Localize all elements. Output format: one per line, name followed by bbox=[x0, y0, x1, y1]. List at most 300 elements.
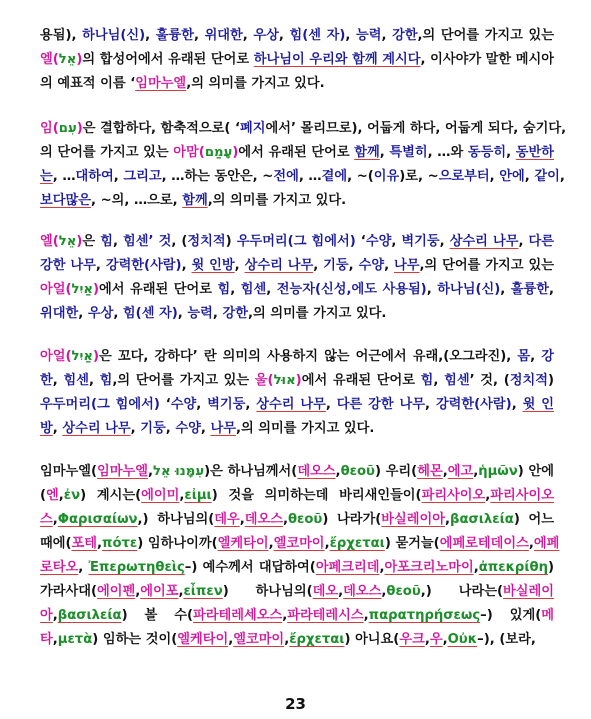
text-line bbox=[40, 72, 554, 96]
original-word: ἔρχεται bbox=[289, 632, 345, 647]
text-run: ) 묻거늘( bbox=[384, 536, 440, 551]
original-word: μετὰ bbox=[57, 632, 93, 647]
text-line bbox=[40, 165, 565, 189]
text-run: , bbox=[239, 512, 245, 527]
transliteration: 파리사이오 bbox=[490, 488, 554, 503]
text-run: , bbox=[130, 421, 141, 436]
text-run: , bbox=[88, 373, 100, 388]
meaning-term: 힘(센 자) bbox=[122, 306, 178, 321]
text-line bbox=[40, 628, 554, 652]
text-run: , bbox=[379, 145, 390, 160]
text-run: 에서 유래된 단어로 bbox=[238, 145, 355, 160]
meaning-term: 다른 강한 나무 bbox=[336, 397, 426, 412]
text-run: , bbox=[147, 464, 153, 479]
original-word: παρατηρήσεως bbox=[368, 608, 481, 623]
text-line bbox=[40, 117, 567, 141]
transliteration: 파라테레시스 bbox=[287, 608, 364, 623]
text-run: , bbox=[518, 234, 529, 249]
text-run: 가라사대( bbox=[40, 584, 97, 599]
text-run: ‘ bbox=[355, 234, 366, 249]
original-word: אַיִל bbox=[71, 282, 93, 297]
text-run: 은 bbox=[82, 234, 101, 249]
meaning-term: 이유 bbox=[373, 169, 400, 184]
text-run: 의 합성어에서 유래된 단어로 bbox=[82, 52, 254, 67]
meaning-term: 힘센’ 것 bbox=[123, 234, 172, 249]
text-run: , bbox=[500, 282, 511, 297]
text-line bbox=[40, 393, 554, 417]
meaning-term: 힘 bbox=[99, 373, 113, 388]
text-run: , bbox=[95, 258, 106, 273]
text-line bbox=[40, 278, 554, 302]
transliteration: 스 bbox=[40, 512, 53, 527]
text-run: ,의 단어를 가지고 있는 bbox=[419, 258, 554, 273]
meaning-term: 전능자(신성,에도 사용됨) bbox=[276, 282, 427, 297]
text-run: , 이사야가 말한 메시아 bbox=[420, 52, 554, 67]
text-run: , bbox=[442, 464, 448, 479]
text-run: ( bbox=[40, 488, 47, 503]
text-run: , bbox=[426, 282, 438, 297]
text-run: , bbox=[52, 373, 64, 388]
meaning-term: 강한 bbox=[222, 306, 248, 321]
text-run: , bbox=[381, 584, 387, 599]
meaning-term: 동반하 bbox=[515, 145, 554, 160]
text-run: , bbox=[530, 349, 542, 364]
text-run: 임마누엘( bbox=[40, 464, 97, 479]
text-run: , bbox=[179, 488, 185, 503]
meaning-term: 방 bbox=[40, 421, 53, 436]
text-line bbox=[40, 580, 554, 604]
text-run: –), (보라, bbox=[477, 632, 536, 647]
meaning-term: 상수리 나무 bbox=[62, 421, 131, 436]
text-run: , bbox=[324, 536, 330, 551]
original-word: εἰμι bbox=[184, 488, 212, 503]
original-word: βασιλεία bbox=[57, 608, 122, 623]
text-run: , bbox=[549, 282, 555, 297]
text-run: )로, ~ bbox=[399, 169, 439, 184]
transliteration: 엘케타이 bbox=[177, 632, 229, 647]
text-line bbox=[40, 484, 554, 508]
text-run: ) 아니요( bbox=[344, 632, 400, 647]
meaning-term: 수양 bbox=[358, 258, 385, 273]
text-run: , bbox=[113, 169, 124, 184]
transliteration: 아맘( bbox=[173, 145, 205, 160]
transliteration: 아 bbox=[40, 608, 53, 623]
transliteration: 아포크리노마이 bbox=[384, 560, 474, 575]
text-run: , bbox=[52, 608, 58, 623]
meaning-term: 우상 bbox=[253, 28, 279, 43]
original-word: אַיִל bbox=[71, 349, 93, 364]
original-word: אֵל bbox=[58, 52, 77, 67]
meaning-term: 전에 bbox=[273, 169, 299, 184]
text-run: )은 하나님께서( bbox=[204, 464, 298, 479]
text-run: 에서’ 몰리므로), 어둡게 하다, 어둡게 되다, 숨기다, bbox=[265, 121, 567, 136]
meaning-term: 기둥 bbox=[140, 421, 166, 436]
original-word: βασιλεία bbox=[450, 512, 514, 527]
meaning-term: 한 bbox=[40, 373, 53, 388]
text-run: , bbox=[135, 584, 141, 599]
text-run: ) 어느 bbox=[513, 512, 554, 527]
text-run: , bbox=[442, 632, 448, 647]
transliteration: 엘( bbox=[40, 234, 59, 249]
text-run: ,의 의미를 가지고 있다. bbox=[186, 76, 325, 91]
text-run: , bbox=[559, 169, 565, 184]
transliteration: 엘코마이 bbox=[273, 536, 325, 551]
text-run: ,의 의미를 가지고 있다. bbox=[207, 193, 347, 208]
meaning-term: 수양 bbox=[365, 234, 392, 249]
text-run: , bbox=[511, 397, 523, 412]
transliteration: ) bbox=[92, 282, 100, 297]
text-run: ) 임하나이까( bbox=[137, 536, 218, 551]
original-word: ἔρχεται bbox=[329, 536, 385, 551]
meaning-term: 동등히 bbox=[467, 145, 507, 160]
meaning-term: 힘 bbox=[217, 282, 231, 297]
text-run: , bbox=[506, 145, 516, 160]
transliteration: 아페크리데 bbox=[315, 560, 380, 575]
text-run: , bbox=[178, 584, 184, 599]
text-run: ,의 단어를 가지고 있는 bbox=[112, 373, 255, 388]
text-run: ) 것을 의미하는데 바리새인들이( bbox=[211, 488, 422, 503]
meaning-term: 정치적 bbox=[187, 234, 226, 249]
meaning-term: 특별히 bbox=[389, 145, 428, 160]
original-word: Οὐκ bbox=[447, 632, 478, 647]
text-run: , bbox=[433, 373, 445, 388]
meaning-term: 강 bbox=[541, 349, 554, 364]
text-run: 용됨), bbox=[40, 28, 83, 43]
text-run: , bbox=[363, 608, 369, 623]
original-word: θεοῦ bbox=[287, 512, 323, 527]
text-run: , bbox=[112, 234, 124, 249]
meaning-term: 수양 bbox=[170, 397, 197, 412]
text-line bbox=[40, 345, 554, 369]
transliteration: 임마누엘 bbox=[96, 464, 148, 479]
meaning-term: 기둥 bbox=[323, 258, 349, 273]
original-word: עִם bbox=[58, 121, 77, 136]
text-run: , ( bbox=[171, 234, 188, 249]
text-run: 의 단어를 가지고 있는 bbox=[40, 145, 174, 160]
transliteration: 에이펜 bbox=[96, 584, 136, 599]
original-word: עִמָּנוּ אֵל bbox=[152, 464, 205, 479]
text-run: –) 예수께서 대답하여( bbox=[184, 560, 316, 575]
text-run: , bbox=[528, 536, 534, 551]
meaning-term: 곁에 bbox=[321, 169, 348, 184]
meaning-term: 다른 bbox=[528, 234, 554, 249]
transliteration: 바실레이아 bbox=[381, 512, 445, 527]
text-run: ‘ bbox=[159, 397, 171, 412]
text-run: ,) 나라는( bbox=[420, 584, 504, 599]
text-run: , bbox=[485, 488, 491, 503]
transliteration: 엘( bbox=[40, 52, 59, 67]
transliteration: 엔 bbox=[46, 488, 59, 503]
transliteration: ) bbox=[295, 373, 302, 388]
original-word: θεοῦ bbox=[386, 584, 421, 599]
meaning-term: 우상 bbox=[87, 306, 114, 321]
text-run: , bbox=[284, 632, 290, 647]
text-run: , bbox=[234, 258, 245, 273]
text-line bbox=[40, 302, 554, 326]
text-run: , bbox=[228, 632, 234, 647]
text-run: , bbox=[381, 28, 393, 43]
text-run: , bbox=[212, 306, 223, 321]
meaning-term: 몸 bbox=[517, 349, 531, 364]
transliteration: 에이미 bbox=[141, 488, 180, 503]
text-run: , bbox=[177, 306, 188, 321]
meaning-term: 같이 bbox=[534, 169, 560, 184]
text-run: , bbox=[266, 282, 277, 297]
meaning-term: 하나님이 우리와 함께 계시다 bbox=[253, 52, 421, 67]
text-run: , bbox=[348, 258, 359, 273]
meaning-term: 수양 bbox=[175, 421, 201, 436]
text-run: , bbox=[424, 632, 430, 647]
meaning-term: 폐지 bbox=[239, 121, 266, 136]
text-run: ) bbox=[225, 234, 237, 249]
text-run: , bbox=[245, 397, 257, 412]
transliteration: 로타오 bbox=[40, 560, 79, 575]
meaning-term: 정치적 bbox=[509, 373, 548, 388]
meaning-term: 하나님(신) bbox=[82, 28, 146, 43]
text-run: , … bbox=[298, 169, 322, 184]
text-run: , bbox=[145, 28, 156, 43]
text-run: ) 나라가( bbox=[322, 512, 382, 527]
text-run: , bbox=[78, 306, 88, 321]
original-word: πότε bbox=[102, 536, 138, 551]
transliteration: 타 bbox=[40, 632, 53, 647]
page-number: 23 bbox=[285, 695, 306, 713]
text-run: , … bbox=[52, 169, 76, 184]
transliteration: 에이포 bbox=[140, 584, 179, 599]
text-run: ,) 하나님의( bbox=[137, 512, 215, 527]
text-run: , bbox=[52, 512, 58, 527]
original-word: ἡμῶν bbox=[478, 464, 518, 479]
transliteration: 임( bbox=[40, 121, 59, 136]
original-word: θεοῦ bbox=[340, 464, 375, 479]
meaning-term: 윗 인방 bbox=[191, 258, 235, 273]
text-run: 에서 유래된 단어로 bbox=[99, 282, 218, 297]
text-run: 때에( bbox=[40, 536, 72, 551]
meaning-term: 강력한(사람) bbox=[435, 397, 512, 412]
text-run: , bbox=[473, 560, 479, 575]
meaning-term: 훌륭한 bbox=[510, 282, 550, 297]
transliteration: 데오스 bbox=[343, 584, 382, 599]
original-word: ἐν bbox=[63, 488, 81, 503]
text-run: , …하는 동안은, ~ bbox=[161, 169, 274, 184]
text-line bbox=[40, 532, 560, 556]
text-run: , bbox=[345, 28, 356, 43]
meaning-term: 위대한 bbox=[204, 28, 243, 43]
transliteration: 아얼( bbox=[40, 282, 72, 297]
meaning-term: 보다많은 bbox=[40, 193, 91, 208]
transliteration: 우크 bbox=[399, 632, 425, 647]
text-run: , bbox=[391, 234, 402, 249]
text-run: ,의 의미를 가지고 있다. bbox=[235, 421, 375, 436]
transliteration: ) bbox=[76, 234, 83, 249]
text-run: 은 결합하다, 함축적으로( ‘ bbox=[82, 121, 240, 136]
text-run: , bbox=[78, 560, 89, 575]
meaning-term: 강력한(사람) bbox=[105, 258, 182, 273]
text-run: ) 볼 수( bbox=[121, 608, 193, 623]
text-line bbox=[40, 556, 554, 580]
text-run: ) bbox=[547, 560, 554, 575]
paragraph-4 bbox=[40, 345, 554, 441]
text-run: , bbox=[113, 306, 123, 321]
text-run: , bbox=[181, 258, 192, 273]
text-run: ) 우리( bbox=[374, 464, 418, 479]
transliteration: 데우 bbox=[214, 512, 240, 527]
text-run: , bbox=[268, 536, 274, 551]
original-word: Φαρισαίων bbox=[57, 512, 138, 527]
meaning-term: 힘센 bbox=[240, 282, 267, 297]
text-run: , …와 bbox=[427, 145, 468, 160]
transliteration: ) bbox=[92, 349, 100, 364]
text-run: , bbox=[196, 397, 208, 412]
transliteration: 바실레이 bbox=[503, 584, 554, 599]
meaning-term: 힘센 bbox=[63, 373, 89, 388]
paragraph-1 bbox=[40, 24, 554, 96]
meaning-term: 으로부터 bbox=[438, 169, 490, 184]
text-run: ,의 단어를 가지고 있는 bbox=[417, 28, 554, 43]
text-run: , bbox=[445, 512, 451, 527]
text-run: ) 임하는 것이( bbox=[92, 632, 178, 647]
transliteration: 울( bbox=[254, 373, 274, 388]
meaning-term: 나무 bbox=[394, 258, 420, 273]
meaning-term: 벽기둥 bbox=[207, 397, 246, 412]
text-run: , bbox=[384, 258, 395, 273]
text-line bbox=[40, 460, 554, 484]
meaning-term: 강한 나무 bbox=[40, 258, 96, 273]
paragraph-2 bbox=[40, 117, 567, 213]
meaning-term: 윗 인 bbox=[522, 397, 554, 412]
text-run: , bbox=[379, 560, 385, 575]
text-run: , bbox=[230, 282, 241, 297]
transliteration: 데오 bbox=[312, 584, 339, 599]
meaning-term: 힘센 bbox=[444, 373, 470, 388]
text-run: , bbox=[52, 421, 63, 436]
meaning-term: 상수리 나무 bbox=[449, 234, 519, 249]
text-line bbox=[40, 230, 554, 254]
text-run: ) 계시는( bbox=[80, 488, 142, 503]
text-run: , bbox=[200, 421, 211, 436]
text-run: ’ 것, ( bbox=[469, 373, 510, 388]
meaning-term: 안에 bbox=[499, 169, 525, 184]
text-run: 은 꼬다, 강하다’ 란 의미의 사용하지 않는 어근에서 유래,(오그라진), bbox=[99, 349, 518, 364]
original-word: אֵל bbox=[58, 234, 77, 249]
text-line bbox=[40, 48, 554, 72]
transliteration: ) bbox=[76, 52, 83, 67]
transliteration: 파리사이오 bbox=[421, 488, 486, 503]
meaning-term: 힘 bbox=[420, 373, 434, 388]
text-line bbox=[40, 189, 554, 213]
meaning-term: 위대한 bbox=[40, 306, 79, 321]
original-word: עָמַם bbox=[204, 145, 233, 160]
text-line bbox=[40, 24, 554, 48]
text-run: , bbox=[278, 28, 290, 43]
paragraph-5 bbox=[40, 460, 560, 652]
meaning-term: 훌륭한 bbox=[155, 28, 194, 43]
transliteration: 임마누엘 bbox=[135, 76, 187, 91]
meaning-term: 그리고 bbox=[123, 169, 162, 184]
text-run: , bbox=[52, 632, 58, 647]
text-run: , bbox=[242, 28, 254, 43]
meaning-term: 함께 bbox=[182, 193, 208, 208]
meaning-term: 우두머리(그 힘에서) bbox=[40, 397, 160, 412]
text-run: , bbox=[524, 169, 535, 184]
meaning-term: 대하여 bbox=[75, 169, 114, 184]
text-line bbox=[40, 417, 554, 441]
meaning-term: 함께 bbox=[354, 145, 380, 160]
transliteration: 엘케타이 bbox=[217, 536, 269, 551]
original-word: אוּל bbox=[273, 373, 296, 388]
transliteration: ) bbox=[232, 145, 239, 160]
text-run: ) 안에 bbox=[517, 464, 554, 479]
text-line bbox=[40, 254, 554, 278]
transliteration: 포테 bbox=[71, 536, 97, 551]
text-run: ,의 의미를 가지고 있다. bbox=[247, 306, 387, 321]
transliteration: 우 bbox=[429, 632, 443, 647]
text-run: , bbox=[473, 464, 479, 479]
text-run: , bbox=[282, 608, 288, 623]
text-run: , bbox=[338, 584, 344, 599]
meaning-term: 상수리 나무 bbox=[244, 258, 314, 273]
text-run: , bbox=[165, 421, 176, 436]
meaning-term: 나무 bbox=[210, 421, 236, 436]
transliteration: 파라테레세오스 bbox=[193, 608, 283, 623]
text-run: , bbox=[58, 488, 64, 503]
text-run: , bbox=[193, 28, 205, 43]
transliteration: ) bbox=[76, 121, 83, 136]
text-run: ) bbox=[547, 373, 555, 388]
text-run: ) 하나님의( bbox=[222, 584, 313, 599]
text-run: , bbox=[425, 397, 436, 412]
text-run: , ~( bbox=[347, 169, 374, 184]
paragraph-3 bbox=[40, 230, 554, 326]
meaning-term: 힘(센 자) bbox=[289, 28, 346, 43]
text-run: , bbox=[282, 512, 288, 527]
transliteration: 에페로테데이스 bbox=[439, 536, 529, 551]
transliteration: 아얼( bbox=[40, 349, 72, 364]
text-run: , bbox=[313, 258, 324, 273]
transliteration: 메 bbox=[541, 608, 554, 623]
meaning-term: 상수리 나무 bbox=[256, 397, 326, 412]
text-run: , bbox=[325, 397, 337, 412]
text-run: , ~의, …으로, bbox=[90, 193, 183, 208]
transliteration: 에페 bbox=[533, 536, 560, 551]
meaning-term: 하나님(신) bbox=[437, 282, 501, 297]
text-run: , bbox=[97, 536, 103, 551]
meaning-term: 강한 bbox=[392, 28, 418, 43]
meaning-term: 벽기둥 bbox=[401, 234, 440, 249]
text-run: , bbox=[489, 169, 500, 184]
text-line bbox=[40, 141, 554, 165]
original-word: Ἐπερωτηθεὶς bbox=[88, 560, 185, 575]
meaning-term: 능력 bbox=[355, 28, 382, 43]
text-line bbox=[40, 369, 554, 393]
text-run: –) 있게( bbox=[480, 608, 542, 623]
text-run: , bbox=[439, 234, 450, 249]
transliteration: 데오스 bbox=[244, 512, 283, 527]
original-word: εἶπεν bbox=[183, 584, 223, 599]
text-run: , bbox=[335, 464, 341, 479]
meaning-term: 우두머리(그 힘에서) bbox=[236, 234, 356, 249]
original-word: ἀπεκρίθη bbox=[478, 560, 548, 575]
meaning-term: 는 bbox=[40, 169, 53, 184]
transliteration: 헤몬 bbox=[417, 464, 443, 479]
meaning-term: 힘 bbox=[100, 234, 113, 249]
transliteration: 엘코마이 bbox=[233, 632, 285, 647]
transliteration: 에고 bbox=[447, 464, 474, 479]
text-line bbox=[40, 508, 554, 532]
meaning-term: 능력 bbox=[187, 306, 213, 321]
transliteration: 데오스 bbox=[297, 464, 336, 479]
text-line bbox=[40, 604, 554, 628]
